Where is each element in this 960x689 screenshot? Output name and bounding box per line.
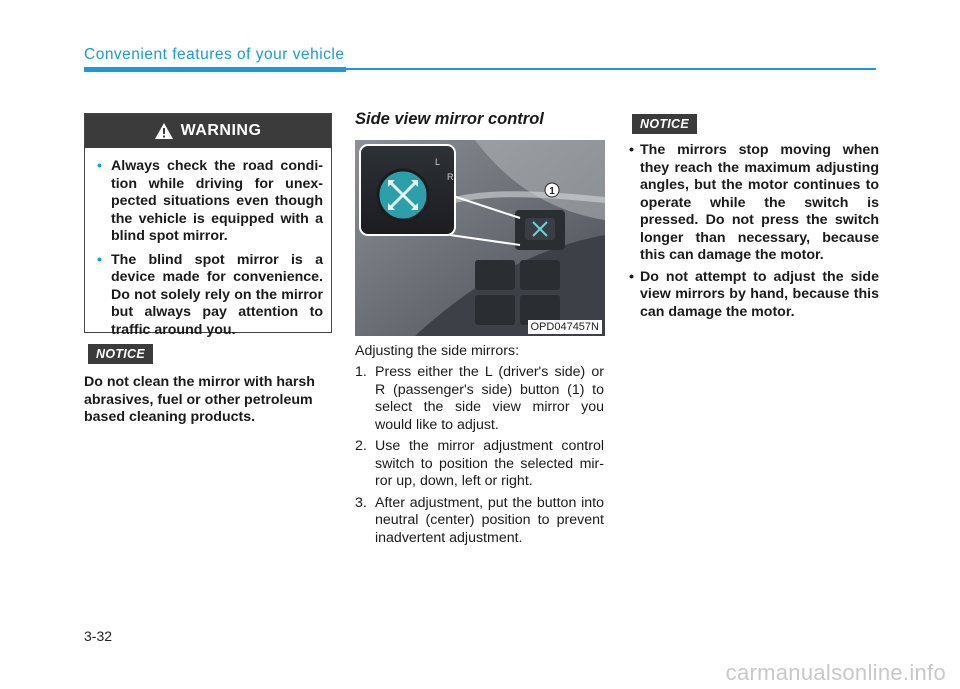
warning-title: WARNING [180, 122, 262, 139]
callout-number: 1 [549, 186, 555, 197]
svg-text:R: R [447, 172, 454, 182]
step-item: 3. After adjustment, put the button into neutral (center) position to prevent inadvertent adjustment. [355, 494, 604, 546]
notice-badge-right: NOTICE [632, 114, 697, 134]
steps-list [355, 364, 604, 551]
watermark: carmanualsonline.info [725, 660, 946, 685]
notice-list-right [627, 142, 879, 325]
title-underline-thick [84, 67, 346, 72]
step-item: 2. Use the mirror adjustment control switch to position the selected mirror up, down, left or right. [355, 438, 604, 489]
page-number: 3-32 [84, 628, 113, 644]
svg-text:L: L [435, 157, 441, 167]
door-panel-illustration [355, 140, 605, 336]
mirror-switch-photo [355, 140, 605, 336]
notice-item: • The mirrors stop moving when they reach the maximum adjusting angles, but the motor continues to operate while the switch is pressed. Do not press the switch longer than necessary, because this can damage the motor. [629, 142, 879, 263]
warning-bullet: • The blind spot mirror is a device made for convenience. Do not solely rely on the mirror but always pay attention to traffic around you. [97, 251, 323, 338]
notice-text-left: Do not clean the mirror with harsh abrasives, fuel or other petroleum based cleaning products. [84, 374, 315, 425]
notice-item: • Do not attempt to adjust the side view mirrors by hand, because this can damage the motor. [629, 268, 879, 320]
step-item: 1. Press either the L (driver's side) or R (passenger's side) button (1) to select the side view mirror you would like to adjust. [355, 364, 604, 433]
warning-header [85, 114, 331, 148]
section-title: Convenient features of your vehicle [84, 46, 345, 63]
notice-badge-left: NOTICE [88, 344, 153, 364]
warning-box [84, 113, 332, 338]
warning-bullet: • Always check the road condition while driving for unexpected situations even though the vehicle is equipped with a blind spot mirror. [97, 158, 323, 244]
image-caption: OPD047457N [528, 320, 603, 334]
title-underline-thin [346, 68, 876, 70]
steps-intro: Adjusting the side mirrors: [355, 343, 520, 359]
mirror-control-title: Side view mirror control [355, 110, 544, 128]
warning-icon [155, 123, 173, 139]
